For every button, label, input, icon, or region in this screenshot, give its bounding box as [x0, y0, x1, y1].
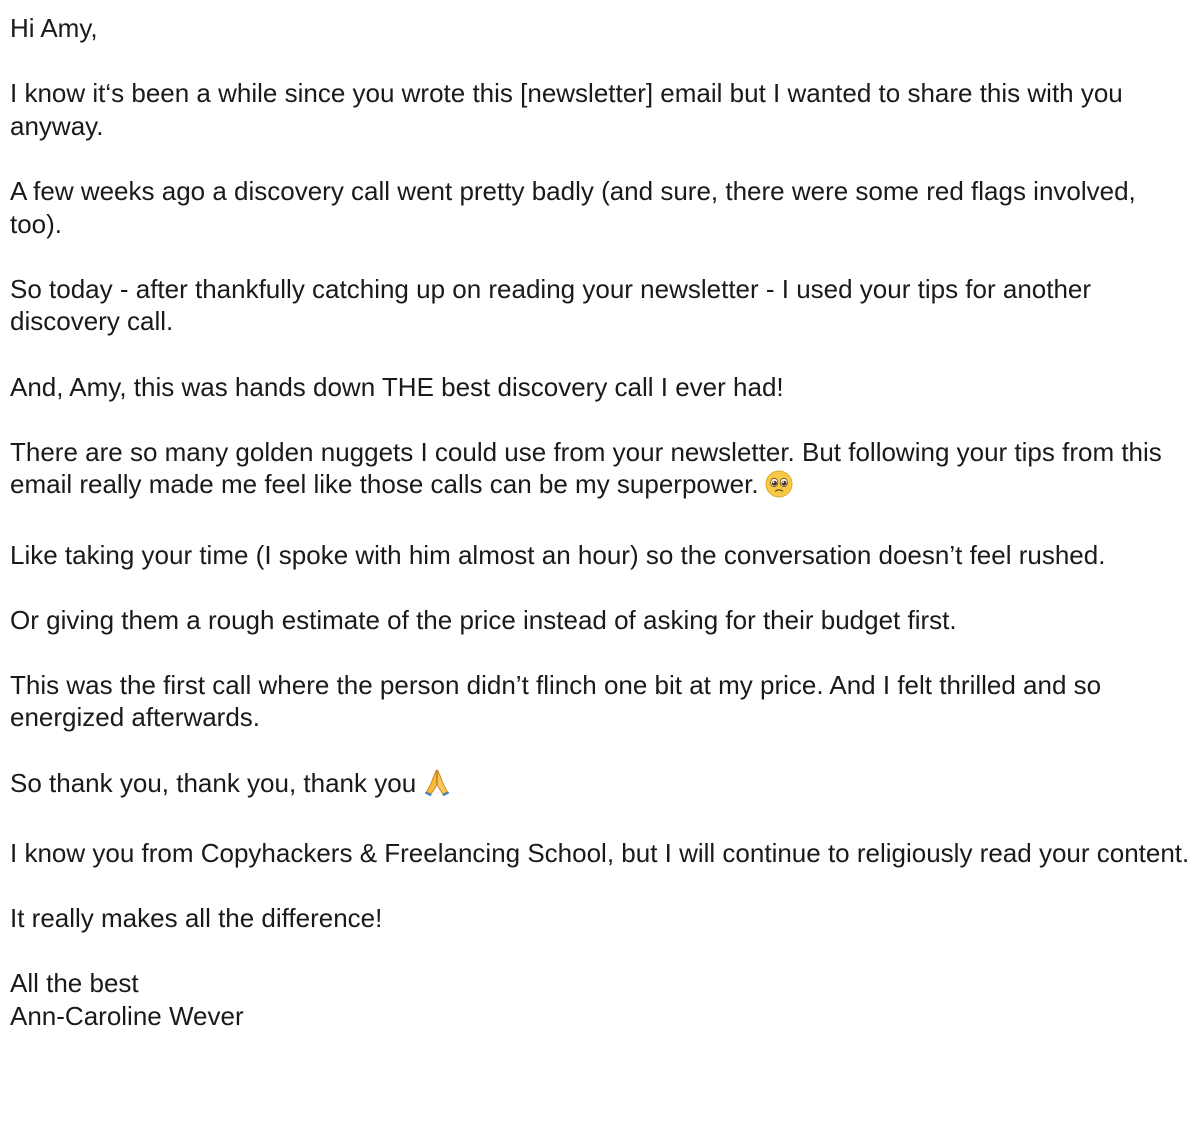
- signoff: [10, 967, 1195, 1032]
- paragraph-9-text: So thank you, thank you, thank you: [10, 767, 417, 798]
- paragraph-1: I know it‘s been a while since you wrote this [newsletter] email but I wanted to share this with you anyway.: [10, 78, 1123, 141]
- greeting: Hi Amy,: [10, 13, 98, 43]
- pleading-face-icon: [765, 470, 793, 506]
- paragraph-9: [10, 767, 1195, 805]
- paragraph-5: [10, 436, 1195, 506]
- signature: Ann-Caroline Wever: [10, 1000, 244, 1031]
- paragraph-4: And, Amy, this was hands down THE best discovery call I ever had!: [10, 371, 784, 402]
- paragraph-11: It really makes all the difference!: [10, 903, 383, 934]
- closing: All the best: [10, 968, 139, 999]
- folded-hands-icon: [422, 767, 452, 805]
- paragraph-8: This was the first call where the person didn’t flinch one bit at my price. And I felt thrilled and so energized afterwards.: [10, 669, 1102, 733]
- paragraph-10: I know you from Copyhackers & Freelancing School, but I will continue to religiously read your content.: [10, 837, 1190, 868]
- paragraph-2: A few weeks ago a discovery call went pretty badly (and sure, there were some red flags involved, too).: [10, 175, 1136, 239]
- paragraph-6: Like taking your time (I spoke with him almost an hour) so the conversation doesn’t feel rushed.: [10, 539, 1106, 570]
- paragraph-5-text: There are so many golden nuggets I could use from your newsletter. But following your tips from this email really made me feel like those calls can be my superpower.: [10, 436, 1162, 500]
- paragraph-7: Or giving them a rough estimate of the price instead of asking for their budget first.: [10, 604, 957, 635]
- email-body: [10, 12, 1195, 1032]
- paragraph-3: So today - after thankfully catching up on reading your newsletter - I used your tips for another discovery call.: [10, 273, 1092, 337]
